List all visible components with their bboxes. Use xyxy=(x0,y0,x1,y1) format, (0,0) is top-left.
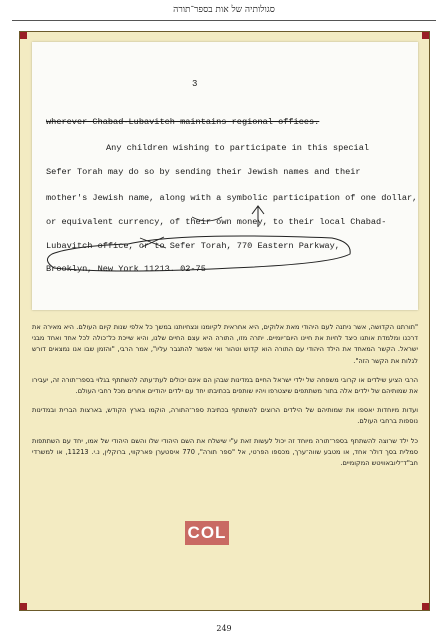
letter-line: or equivalent currency, of their own money, to their local Chabad- xyxy=(46,217,387,227)
letter-line: Sefer Torah may do so by sending their Jewish names and their xyxy=(46,167,361,177)
letter-line: Brooklyn, New York 11213. 02-75 xyxy=(46,264,206,274)
corner-ornament xyxy=(422,32,429,39)
corner-ornament xyxy=(20,32,27,39)
page-number: 249 xyxy=(216,624,232,633)
hebrew-body-text xyxy=(32,322,418,477)
corner-ornament xyxy=(20,603,27,610)
scanned-letter xyxy=(32,42,418,310)
underline-mark xyxy=(192,217,222,221)
corner-ornament xyxy=(422,603,429,610)
col-logo: COL xyxy=(185,521,229,545)
paragraph: "תורתנו הקדושה, אשר ניתנה לעם היהודי מאת אלוקים, היא אחראית לקיומנו ונצחיותנו במשך כל אלפי שנות קיום העולם. היא מאירה את דרכנו ומלמדת אותנו כיצד לחיות את חיינו היום־יומיים. יתרה מזו, התורה היא עצם החיים שלנו, והיא שייכת כל־כולה לכל אחד ואחד מבני ישראל. הקשר המאחד את הילד היהודי עם התורה הוא קדוש וטהור ואי אפשר להתגבר עליו", אמר הרבי, "והזמן שבו אנו נמצאים דורש לגלות את הקשר הזה". xyxy=(32,323,418,365)
insertion-arrow xyxy=(252,206,264,227)
letter-page-number: 3 xyxy=(192,79,198,89)
letter-line: mother's Jewish name, along with a symbolic participation of one dollar, xyxy=(46,193,418,203)
letter-line: Lubavitch office, or to Sefer Torah, 770 Eastern Parkway, xyxy=(46,241,340,251)
circled-address xyxy=(47,236,350,271)
handwritten-annotations xyxy=(32,42,418,310)
letter-line: Any children wishing to participate in this special xyxy=(106,143,370,153)
header-divider xyxy=(12,20,436,21)
paragraph: הרבי הציע שילדים או קרובי משפחה של ילדי ישראל החיים במדינות שבהן הם אינם יכולים לעת־עתה להשתתף בגלוי בספר־תורה זה, יעבירו את שמותיהם של ילדים אלה בתור משתתפים שיצטרפו ויהיו שותפים בכתיבתו יחד עם ילדים יהודיים אחרים מכל רחבי העולם. xyxy=(32,375,418,396)
paragraph: ועדות מיוחדות יאספו את שמותיהם של הילדים הרוצים להשתתף בכתיבת ספר־התורה, הוקמו בארץ הקודש, בארצות הברית ובמדינות נוספות ברחבי העולם. xyxy=(32,406,418,426)
letter-line: wherever Chabad-Lubavitch maintains regional offices. xyxy=(46,117,320,127)
running-header: סגולותיה של אות בספר־תורה xyxy=(173,5,275,15)
paragraph: כל ילד שרוצה להשתתף בספר־תורה מיוחד זה יכול לעשות זאת ע"י שישלח את השם היהודי שלו והשם היהודי של אמו, יחד עם השתתפות סמלית בסך דולר אחד, או מטבע שווה־ערך, מכספו הפרטי, אל "ספר תורה", 770 איסטערן פארקווי, ברוקלין, נ.י. 11213, או למשרדי חב"ד־ליובאוויטש המקומיים. xyxy=(32,436,418,468)
